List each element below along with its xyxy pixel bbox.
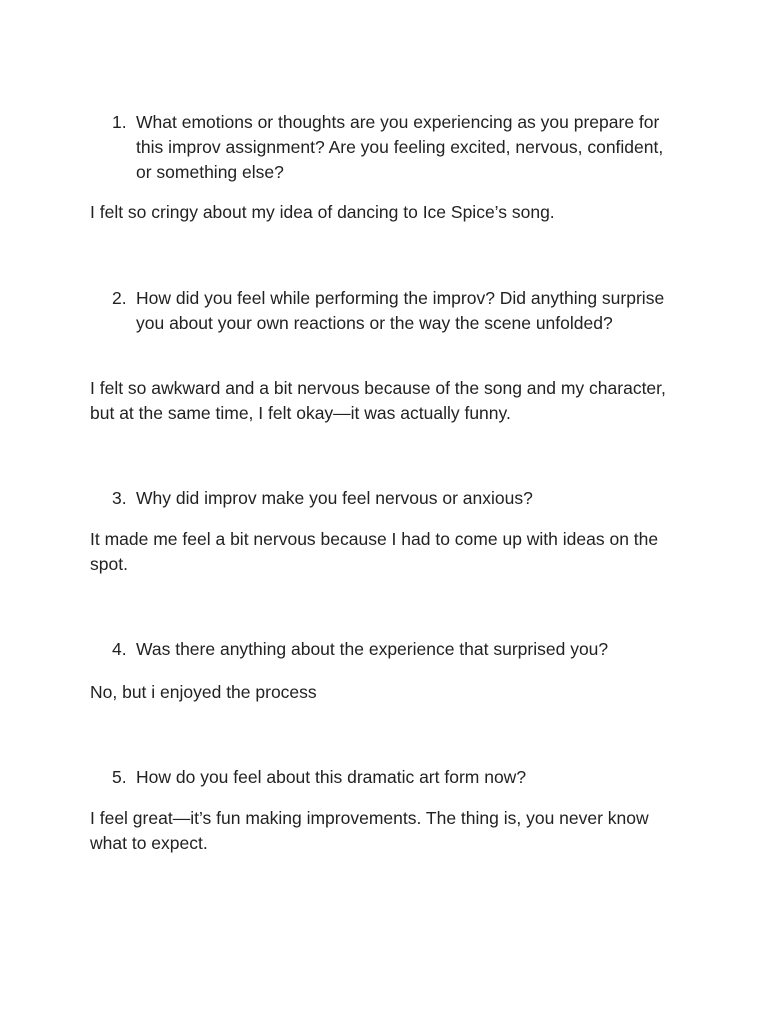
question-number: 2.: [112, 288, 127, 308]
question-5: [112, 765, 672, 790]
question-number: 1.: [112, 112, 127, 132]
question-number: 5.: [112, 767, 127, 787]
question-text: Was there anything about the experience that surprised you?: [136, 639, 609, 659]
question-text: How do you feel about this dramatic art form now?: [136, 767, 527, 787]
question-1: [112, 110, 672, 185]
question-2: [112, 286, 672, 336]
question-text: Why did improv make you feel nervous or anxious?: [136, 488, 533, 508]
question-number: 3.: [112, 488, 127, 508]
question-text: What emotions or thoughts are you experiencing as you prepare for this improv assignment? Are you feeling excited, nervous, confident, or something else?: [136, 112, 664, 182]
question-3: [112, 486, 672, 511]
answer-3: It made me feel a bit nervous because I had to come up with ideas on the spot.: [90, 529, 659, 574]
answer-4: No, but i enjoyed the process: [90, 682, 317, 702]
answer-5: I feel great—it’s fun making improvements. The thing is, you never know what to expect.: [90, 808, 649, 853]
question-text: How did you feel while performing the improv? Did anything surprise you about your own reactions or the way the scene unfolded?: [136, 288, 665, 333]
question-4: [112, 637, 672, 662]
answer-2: I felt so awkward and a bit nervous because of the song and my character, but at the same time, I felt okay—it was actually funny.: [90, 378, 666, 423]
answer-1: I felt so cringy about my idea of dancing to Ice Spice’s song.: [90, 202, 555, 222]
question-number: 4.: [112, 639, 127, 659]
